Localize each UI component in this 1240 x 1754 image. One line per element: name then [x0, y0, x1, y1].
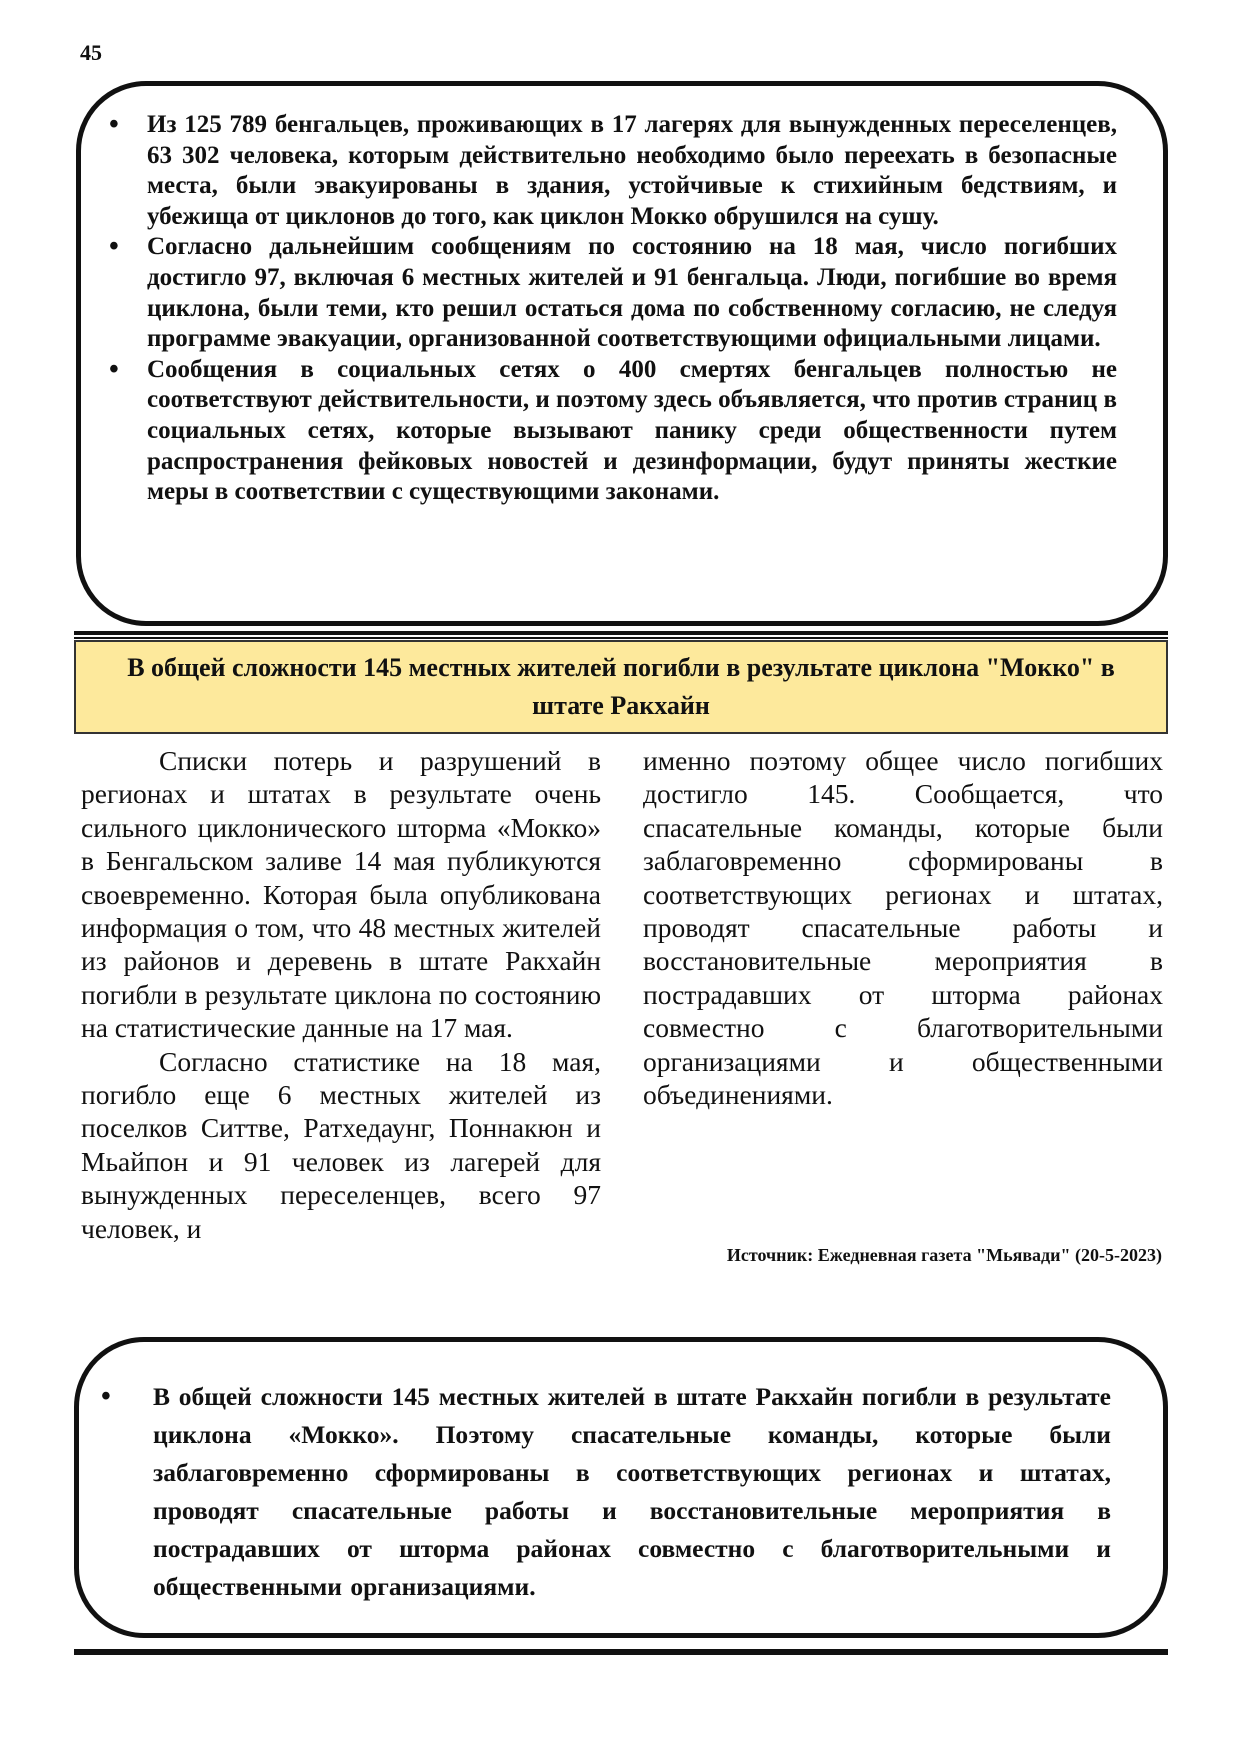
- summary-box-top: [76, 81, 1168, 626]
- article-paragraph: Списки потерь и разрушений в регионах и штатах в результате очень сильного циклонического шторма «Мокко» в Бенгальском заливе 14 мая публикуются своевременно. Которая была опубликована информация о том, что 48 местных жителей из районов и деревень в штате Ракхайн погибли в результате циклона по состоянию на статистические данные на 17 мая.: [81, 745, 601, 1044]
- summary-bullet-list: [99, 1378, 1111, 1606]
- article-source: Источник: Ежедневная газета "Мьявади" (20-5-2023): [726, 1245, 1162, 1265]
- page-bottom-rule: [74, 1649, 1168, 1655]
- article-column-right: [643, 744, 1163, 1111]
- article-paragraph: Согласно статистике на 18 мая, погибло еще 6 местных жителей из поселков Ситтве, Ратхедаунг, Поннакюн и Мьайпон и 91 человек из лагерей для вынужденных переселенцев, всего 97 человек, и: [81, 1045, 601, 1244]
- article-paragraph: именно поэтому общее число погибших достигло 145. Сообщается, что спасательные команды, которые были заблаговременно сформированы в соответствующих регионах и штатах, проводят спасательные работы и восстановительные мероприятия в пострадавших от шторма районах совместно с благотворительными организациями и общественными объединениями.: [643, 745, 1163, 1111]
- article-headline: В общей сложности 145 местных жителей погибли в результате циклона "Мокко" в штате Ракхайн: [74, 640, 1168, 734]
- summary-bullet-list: [107, 110, 1117, 508]
- article-column-left: [81, 744, 601, 1245]
- summary-box-bottom: [74, 1337, 1168, 1638]
- summary-bullet-item: • В общей сложности 145 местных жителей в штате Ракхайн погибли в результате циклона «Мокко». Поэтому спасательные команды, которые были заблаговременно сформированы в соответствующих регионах и штатах, проводят спасательные работы и восстановительные мероприятия в пострадавших от шторма районах совместно с благотворительными и общественными организациями.: [99, 1378, 1111, 1606]
- summary-bullet-item: • Сообщения в социальных сетях о 400 смертях бенгальцев полностью не соответствуют действительности, и поэтому здесь объявляется, что против страниц в социальных сетях, которые вызывают панику среди общественности путем распространения фейковых новостей и дезинформации, будут приняты жесткие меры в соответствии с существующими законами.: [107, 355, 1117, 508]
- summary-bullet-item: • Из 125 789 бенгальцев, проживающих в 17 лагерях для вынужденных переселенцев, 63 302 человека, которым действительно необходимо было переехать в безопасные места, были эвакуированы в здания, устойчивые к стихийным бедствиям, и убежища от циклонов до того, как циклон Мокко обрушился на сушу.: [107, 110, 1117, 232]
- summary-bullet-item: • Согласно дальнейшим сообщениям по состоянию на 18 мая, число погибших достигло 97, включая 6 местных жителей и 91 бенгальца. Люди, погибшие во время циклона, были теми, кто решил остаться дома по собственному согласию, не следуя программе эвакуации, организованной соответствующими официальными лицами.: [107, 232, 1117, 354]
- section-divider: [74, 631, 1168, 639]
- page-number: 45: [80, 40, 102, 65]
